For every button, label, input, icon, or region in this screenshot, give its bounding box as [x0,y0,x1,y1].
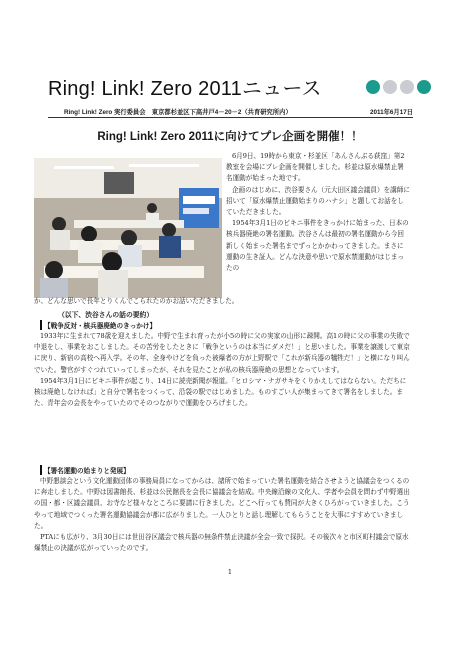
meeting-photo-image [34,158,222,298]
intro-column [226,151,410,274]
publisher-info: Ring! Link! Zero 実行委員会 東京都杉並区下高井戸4－20－2（共育研究所内） [64,109,292,116]
section-body [34,476,412,554]
issue-date: 2011年6月17日 [369,109,413,116]
section-body [34,331,412,409]
dot-icon [383,80,397,94]
section-paragraph: 中野懇談会という文化運動団体の事務局員になってからは、諸所で始まっていた署名運動を結合させようと協議会をつくるのに奔走しました。中野は図書館長、杉並は公民館長を会長に協議会を結成。中央線沿線の文化人、学者や会員を問わず中野選出の国・都・区議会議員、お寺など様々なところに要請に行きました。どこへ行っても賛同が大きくひろがっていきました。こうやって地域でつくった署名運動協議会が都に広がりました。一人ひとりと話し理解してもらうことを大事にすすめていきました。 [34,477,410,530]
intro-paragraph: 企画のはじめに、渋谷要さん（元大田区議会議員）を講師に招いて「原水爆禁止運動始まりのハナシ」と題してお話をしていただきました。 [226,185,410,217]
dot-icon [400,80,414,94]
section-heading: 【署名運動の始まりと発展】 [40,465,132,475]
intro-continuation: か、どんな思いで長年とりくんでこられたのかお話いただきました。 [34,297,239,305]
event-photo [34,158,222,298]
header-divider [48,117,413,118]
dot-icon [417,80,431,94]
summary-note: （以下、渋谷さんの話の要約） [58,312,154,319]
newsletter-title: Ring! Link! Zero 2011ニュース [48,78,322,100]
page-number: 1 [227,568,233,576]
section-paragraph: 1954年3月1日にビキニ事件が起こり、14日に読売新聞が報道。「ヒロシマ・ナガサキをくりかえしてはならない。ただちに核は廃絶しなければ」と自分で署名をつくって、沿袋の駅ではじめました。ものすごい人が集まってきて署名をしました。また、青年会の会長をやっていたのでそのつながりで運動をひろげました。 [34,376,407,408]
intro-paragraph: 6月9日、19時から東京・杉並区「あんさんぶる荻窪」第2教室を会場にプレ企画を開催しました。杉並は原水爆禁止署名運動が始まった地です。 [226,152,405,183]
article-headline: Ring! Link! Zero 2011に向けてプレ企画を開催！！ [97,131,363,143]
masthead [48,70,428,100]
dot-icon [366,80,380,94]
section-paragraph: 1933年に生まれて78歳を迎えました。中野で生まれ育ったが小5の時に父の実家の山形に疎開。高1の時に父の事業の失敗で中退をし、事業をおこしました。その苦労をしたときに「戦争というのは本当にダメだ！」と思いました。事業を譲渡して東京に戻り、新宿の高校へ再入学。その年、全身やけどを負った被爆者の方が上野駅で「これが新兵器の犠牲だ！」と横になり叫んでいた。警官がすぐつれていってしまったが、それを見たことが私の核兵器廃絶の思想となっています。 [34,332,410,374]
section-paragraph: PTAにも広がり、3月30日には世田谷区議会で核兵器の無条件禁止決議が全会一致で採択。その後次々と市区町村議会で原水爆禁止の決議が広がっていったのです。 [34,533,409,553]
section-heading: 【戦争反対・核兵器廃絶のきっかけ】 [40,320,158,330]
intro-paragraph: 1954年3月1日のビキニ事件をきっかけに始まった、日本の核兵器廃絶の署名運動。渋谷さんは最初の署名運動から今回新しく始まった署名までずっとかかわってきました。まさに運動の生き証人。どんな決意や思いで原水禁運動がはじまったの [226,219,409,273]
